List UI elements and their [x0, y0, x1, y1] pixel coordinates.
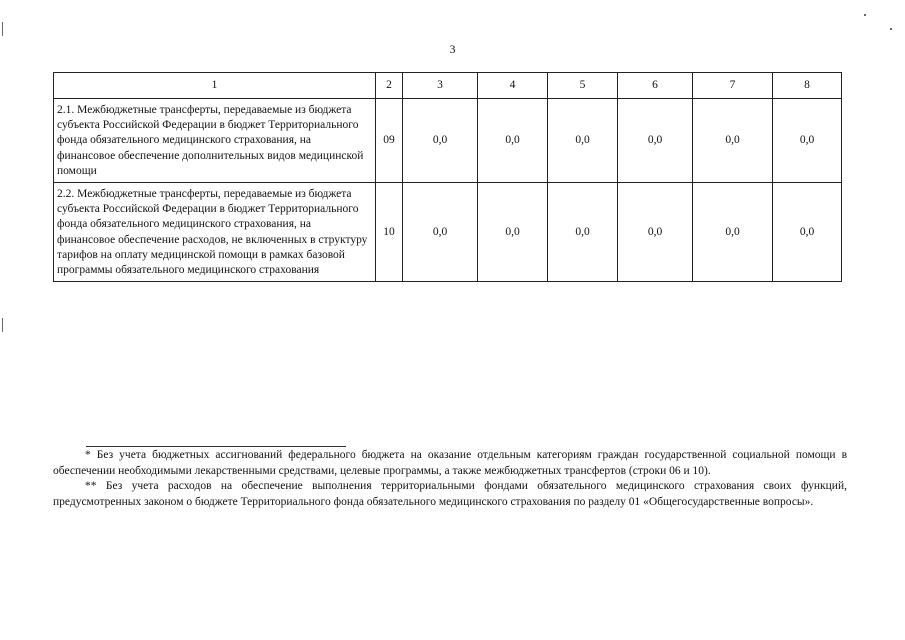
table-cell-value: 0,0	[773, 99, 842, 183]
footnote-divider	[86, 446, 346, 447]
scan-artifact	[2, 22, 3, 36]
column-header: 4	[478, 73, 548, 99]
table-header-row	[54, 73, 842, 99]
scan-artifact	[864, 14, 866, 16]
table-cell-value: 0,0	[773, 183, 842, 282]
table-cell-value: 0,0	[618, 99, 693, 183]
row-description: 2.1. Межбюджетные трансферты, передаваемые из бюджета субъекта Российской Федерации в бюджет Территориального фонда обязательного медицинского страхования, на финансовое обеспечение дополнительных видов медицинской помощи	[54, 99, 376, 183]
scan-artifact	[2, 318, 3, 332]
table-cell-value: 0,0	[548, 183, 618, 282]
row-description: 2.2. Межбюджетные трансферты, передаваемые из бюджета субъекта Российской Федерации в бюджет Территориального фонда обязательного медицинского страхования, на финансовое обеспечение расходов, не включенных в структуру тарифов на оплату медицинской помощи в рамках базовой программы обязательного медицинского страхования	[54, 183, 376, 282]
column-header: 8	[773, 73, 842, 99]
column-header: 5	[548, 73, 618, 99]
table-cell-value: 0,0	[693, 183, 773, 282]
column-header: 7	[693, 73, 773, 99]
row-code: 10	[376, 183, 403, 282]
budget-table	[53, 72, 842, 282]
column-header: 2	[376, 73, 403, 99]
footnote-1: * Без учета бюджетных ассигнований федерального бюджета на оказание отдельным категориям граждан государственной социальной помощи в обеспечении необходимыми лекарственными средствами, целевые программы, а также межбюджетных трансфертов (строки 06 и 10).	[53, 449, 847, 477]
table-row	[54, 99, 842, 183]
column-header: 1	[54, 73, 376, 99]
table-cell-value: 0,0	[403, 183, 478, 282]
table-cell-value: 0,0	[618, 183, 693, 282]
footnotes	[53, 448, 847, 510]
table-cell-value: 0,0	[478, 99, 548, 183]
row-code: 09	[376, 99, 403, 183]
scan-artifact	[890, 28, 892, 30]
column-header: 3	[403, 73, 478, 99]
table-cell-value: 0,0	[403, 99, 478, 183]
table-row	[54, 183, 842, 282]
table-cell-value: 0,0	[478, 183, 548, 282]
footnote-2: ** Без учета расходов на обеспечение выполнения территориальными фондами обязательного медицинского страхования своих функций, предусмотренных законом о бюджете Территориального фонда обязательного медицинского страхования по разделу 01 «Общегосударственные вопросы».	[53, 480, 847, 508]
page-number: 3	[449, 42, 456, 56]
table-cell-value: 0,0	[693, 99, 773, 183]
column-header: 6	[618, 73, 693, 99]
table-cell-value: 0,0	[548, 99, 618, 183]
